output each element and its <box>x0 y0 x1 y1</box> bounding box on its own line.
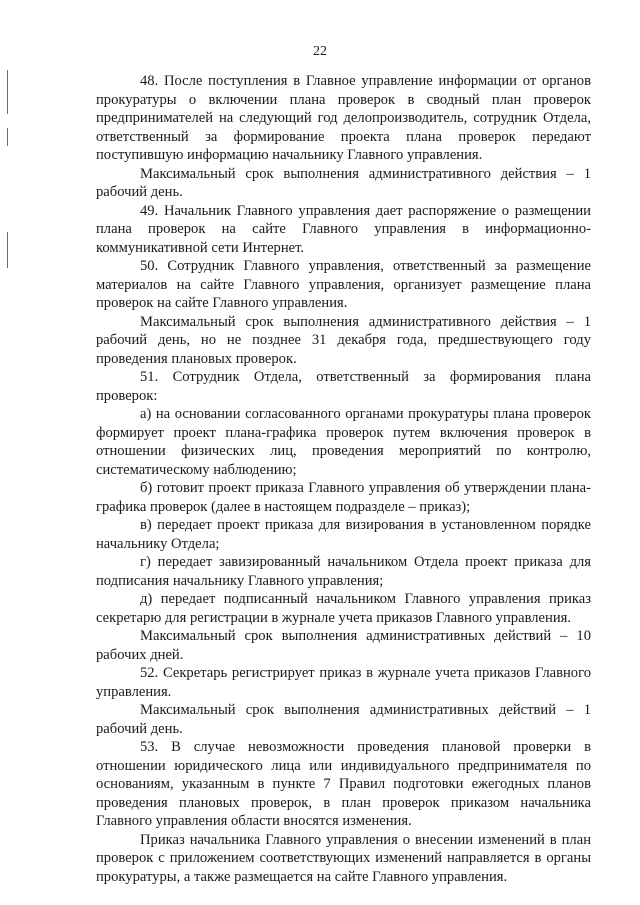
list-item-a: а) на основании согласованного органами прокуратуры плана проверок формирует проект плана-графика проверок путем включения проверок в отношении физических лиц, проведения мероприятий по контролю, систематическому наблюдению; <box>96 406 591 478</box>
page-number: 22 <box>313 44 327 59</box>
document-body <box>96 72 591 886</box>
paragraph-deadline: Максимальный срок выполнения административных действий – 1 рабочий день. <box>96 702 591 737</box>
paragraph-deadline: Максимальный срок выполнения административного действия – 1 рабочий день, но не позднее 31 декабря года, предшествующего году проведения плановых проверок. <box>96 313 591 367</box>
list-item-b: б) готовит проект приказа Главного управления об утверждении плана-графика проверок (далее в настоящем подразделе – приказ); <box>96 480 591 515</box>
paragraph-deadline: Максимальный срок выполнения административных действий – 10 рабочих дней. <box>96 628 591 663</box>
scan-edge-mark <box>7 128 8 146</box>
paragraph-deadline: Максимальный срок выполнения административного действия – 1 рабочий день. <box>96 165 591 200</box>
paragraph-order: Приказ начальника Главного управления о внесении изменений в план проверок с приложением соответствующих изменений направляется в органы прокуратуры, а также размещается на сайте Главного управления. <box>96 831 591 885</box>
scan-edge-mark <box>7 70 8 114</box>
paragraph-51: 51. Сотрудник Отдела, ответственный за формирования плана проверок: <box>96 369 591 404</box>
list-item-d: д) передает подписанный начальником Главного управления приказ секретарю для регистрации в журнале учета приказов Главного управления. <box>96 591 591 626</box>
paragraph-50: 50. Сотрудник Главного управления, ответственный за размещение материалов на сайте Главного управления, организует размещение плана проверок на сайте Главного управления. <box>96 258 591 311</box>
paragraph-52: 52. Секретарь регистрирует приказ в журнале учета приказов Главного управления. <box>96 665 591 700</box>
scan-edge-mark <box>7 232 8 268</box>
list-item-v: в) передает проект приказа для визирования в установленном порядке начальнику Отдела; <box>96 517 591 552</box>
list-item-g: г) передает завизированный начальником Отдела проект приказа для подписания начальнику Главного управления; <box>96 554 591 589</box>
paragraph-53: 53. В случае невозможности проведения плановой проверки в отношении юридического лица или индивидуального предпринимателя по основаниям, указанным в пункте 7 Правил подготовки ежегодных планов проведения плановых проверок, в план проверок приказом начальника Главного управления области вносятся изменения. <box>96 739 591 829</box>
paragraph-49: 49. Начальник Главного управления дает распоряжение о размещении плана проверок на сайте Главного управления в информационно-коммуникативной сети Интернет. <box>96 202 591 256</box>
paragraph-48: 48. После поступления в Главное управление информации от органов прокуратуры о включении плана проверок в сводный план проверок предпринимателей на следующий год делопроизводитель, сотрудник Отдела, ответственный за формирование проекта плана проверок передают поступившую информацию начальнику Главного управления. <box>96 73 591 163</box>
